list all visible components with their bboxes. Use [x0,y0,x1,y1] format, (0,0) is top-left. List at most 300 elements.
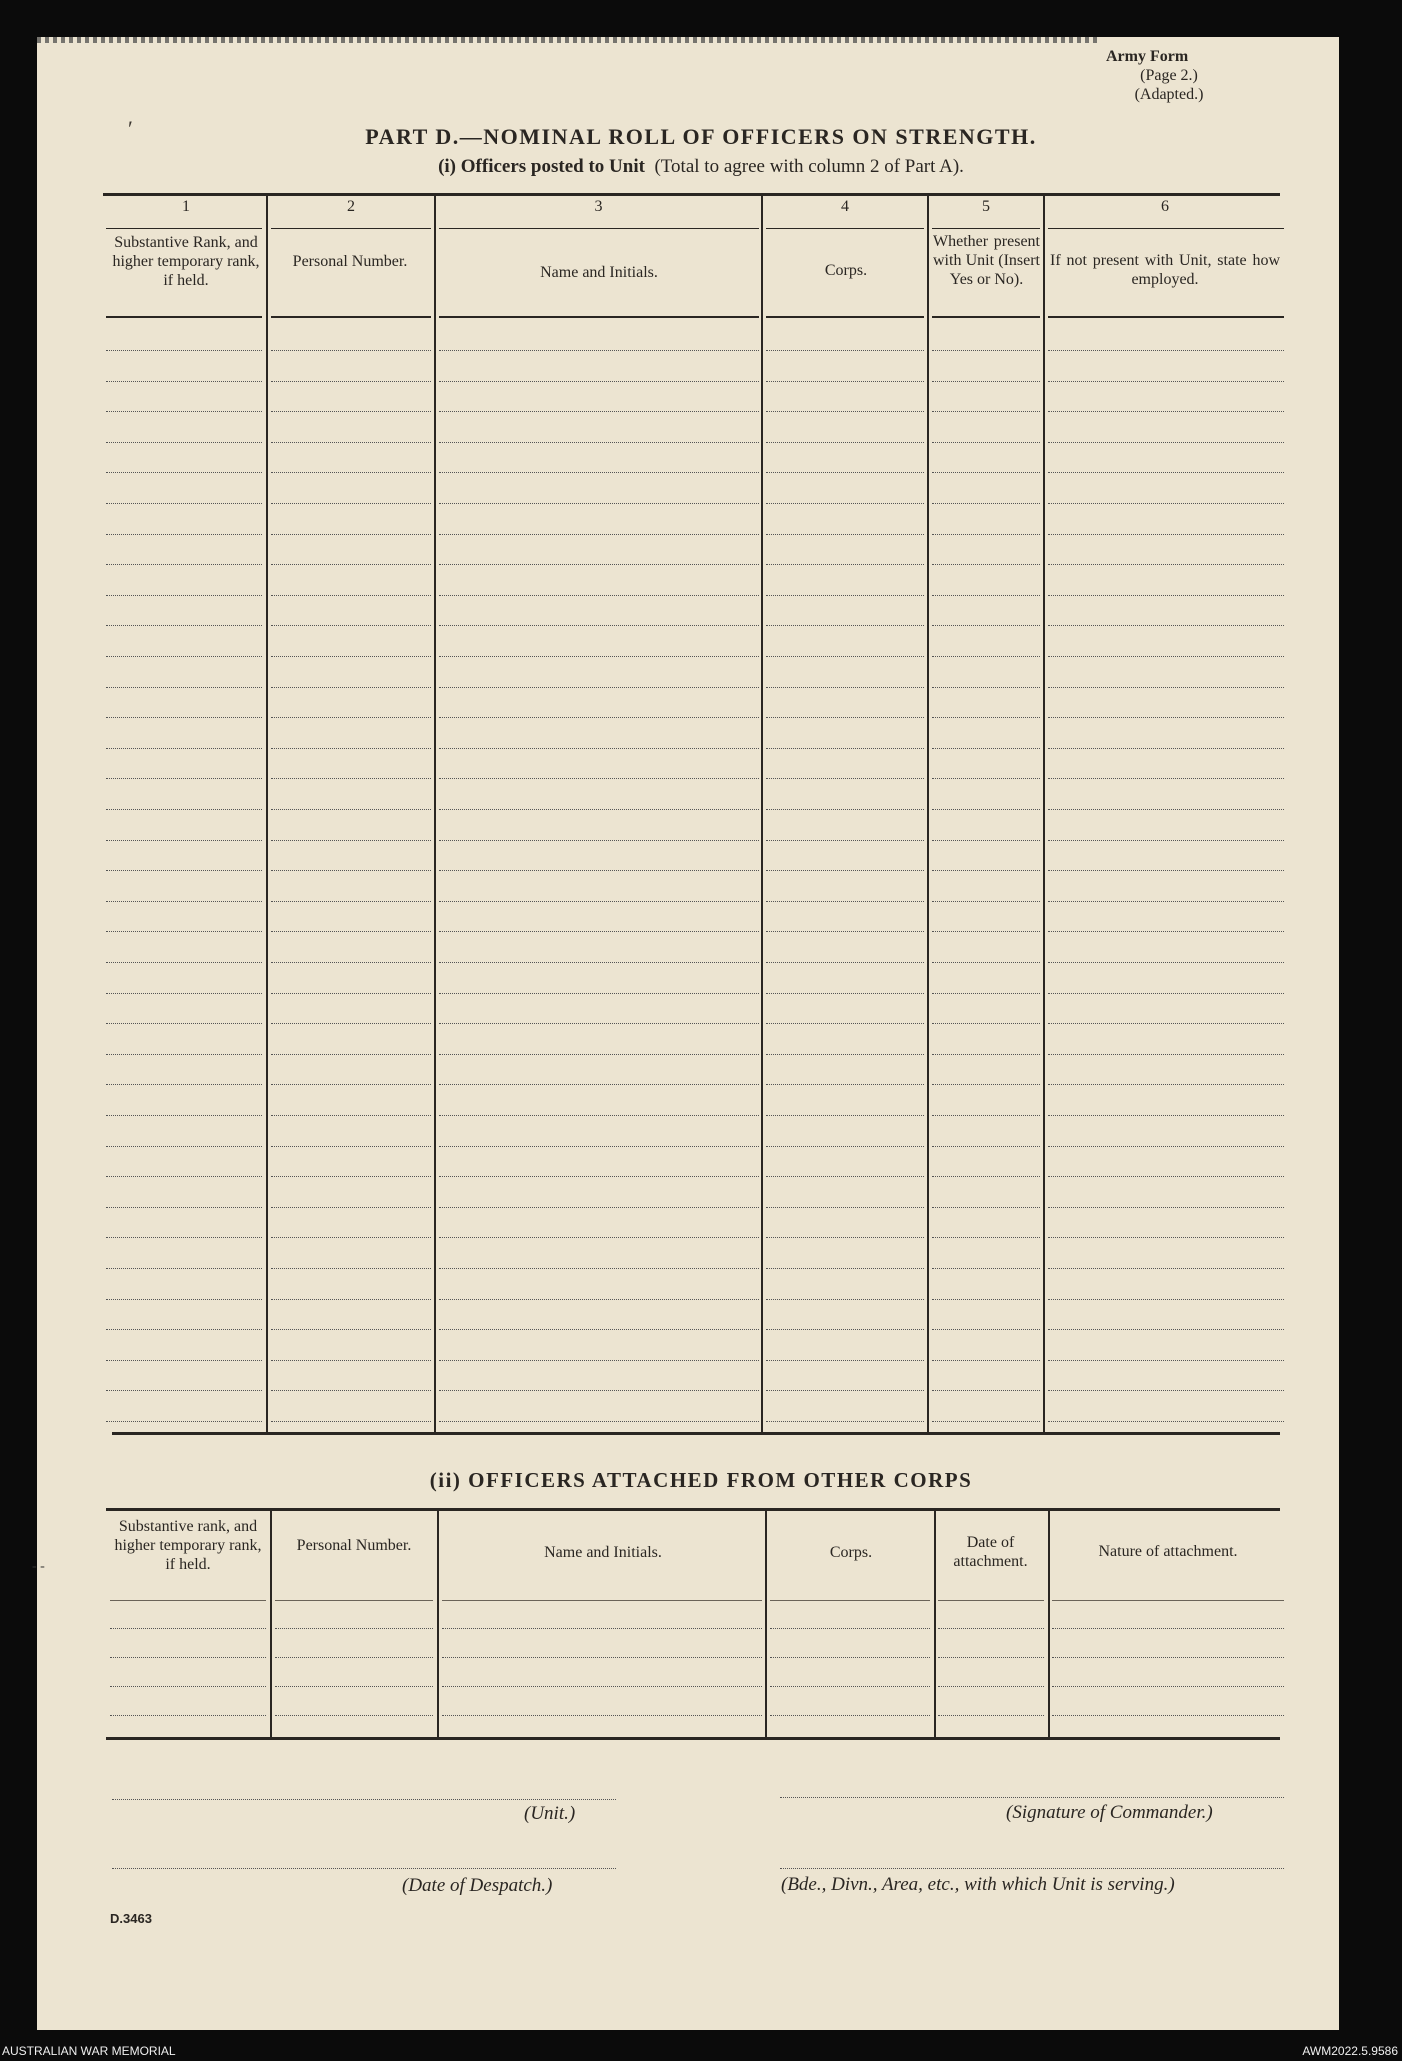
entry-rule [938,1657,1044,1658]
entry-rule [766,931,924,932]
entry-rule [766,503,924,504]
entry-rule [271,1084,431,1085]
section1-note: (Total to agree with column 2 of Part A). [654,156,964,177]
entry-rule [439,931,759,932]
table2-column-divider [437,1510,439,1737]
entry-rule [106,625,262,626]
entry-rule [766,1115,924,1116]
header-whether-present: Whether present with Unit (Insert Yes or No). [933,233,1040,288]
entry-rule [439,962,759,963]
entry-rule [1048,472,1284,473]
entry-rule [766,442,924,443]
bde-label: (Bde., Divn., Area, etc., with which Unit is serving.) [781,1874,1175,1895]
entry-rule [1048,442,1284,443]
entry-rule [1048,748,1284,749]
header-bottom-rule [106,316,262,318]
entry-rule [439,778,759,779]
header-rule [770,1600,930,1601]
header-rule [275,1600,433,1601]
entry-rule [106,687,262,688]
entry-rule [106,1146,262,1147]
entry-rule [439,809,759,810]
header-bottom-rule [766,316,924,318]
entry-rule [439,1176,759,1177]
header-bottom-rule [439,316,759,318]
header2-date-attachment: Date of attachment. [953,1534,1028,1570]
entry-rule [271,595,431,596]
entry-rule [439,1299,759,1300]
entry-rule [110,1628,266,1629]
entry-rule [439,442,759,443]
section2-title: (ii) OFFICERS ATTACHED FROM OTHER CORPS [429,1468,973,1492]
entry-rule [271,472,431,473]
entry-rule [439,1146,759,1147]
entry-rule [271,1054,431,1055]
entry-rule [271,625,431,626]
entry-rule [439,687,759,688]
entry-rule [106,778,262,779]
entry-rule [106,1084,262,1085]
header-personal-number: Personal Number. [292,253,408,270]
header-not-present: If not present with Unit, state how employed. [1050,252,1280,288]
entry-rule [932,1023,1040,1024]
entry-rule [106,1299,262,1300]
entry-rule [766,993,924,994]
army-form-adapted: (Adapted.) [1134,86,1204,103]
entry-rule [932,809,1040,810]
entry-rule [1052,1657,1284,1658]
entry-rule [766,656,924,657]
section1-subtitle [0,156,1402,178]
entry-rule [275,1628,433,1629]
entry-rule [106,1207,262,1208]
entry-rule [271,1207,431,1208]
entry-rule [766,1054,924,1055]
column-number-5: 5 [982,198,990,215]
unit-line [112,1799,616,1800]
entry-rule [439,381,759,382]
entry-rule [271,381,431,382]
header2-substantive-rank: Substantive rank, and higher temporary rank, if held. [114,1518,262,1573]
entry-rule [1048,870,1284,871]
entry-rule [271,1421,431,1422]
entry-rule [275,1657,433,1658]
entry-rule [1052,1686,1284,1687]
entry-rule [1048,656,1284,657]
entry-rule [271,1360,431,1361]
entry-rule [766,717,924,718]
entry-rule [439,411,759,412]
date-label: (Date of Despatch.) [402,1875,553,1896]
entry-rule [439,1054,759,1055]
entry-rule [766,1023,924,1024]
table1-column-divider [434,195,436,1432]
entry-rule [766,1299,924,1300]
column-number-4: 4 [841,198,849,215]
entry-rule [1048,411,1284,412]
entry-rule [439,717,759,718]
entry-rule [1048,350,1284,351]
entry-rule [442,1657,762,1658]
entry-rule [271,748,431,749]
entry-rule [766,1360,924,1361]
entry-rule [106,962,262,963]
entry-rule [1048,564,1284,565]
entry-rule [1048,778,1284,779]
entry-rule [271,1237,431,1238]
entry-rule [932,1421,1040,1422]
header-rule [439,228,759,229]
table1-column-divider [266,195,268,1432]
entry-rule [106,350,262,351]
army-form-label: Army Form [1106,48,1189,65]
entry-rule [932,503,1040,504]
entry-rule [1048,1268,1284,1269]
entry-rule [106,534,262,535]
entry-rule [766,564,924,565]
entry-rule [106,381,262,382]
entry-rule [770,1686,930,1687]
entry-rule [106,1054,262,1055]
entry-rule [271,1146,431,1147]
entry-rule [932,1176,1040,1177]
entry-rule [932,1084,1040,1085]
entry-rule [439,472,759,473]
header-rule [766,228,924,229]
header-rule [1048,228,1284,229]
entry-rule [110,1657,266,1658]
entry-rule [1048,931,1284,932]
entry-rule [932,1054,1040,1055]
entry-rule [938,1628,1044,1629]
entry-rule [1048,1421,1284,1422]
column-number-1: 1 [182,198,190,215]
entry-rule [1048,381,1284,382]
entry-rule [439,1207,759,1208]
entry-rule [271,993,431,994]
entry-rule [766,1237,924,1238]
unit-label: (Unit.) [524,1803,576,1824]
section1-heading: (i) Officers posted to Unit [438,156,645,177]
entry-rule [770,1628,930,1629]
entry-rule [766,1390,924,1391]
header-bottom-rule [932,316,1040,318]
entry-rule [271,411,431,412]
entry-rule [271,809,431,810]
entry-rule [271,870,431,871]
entry-rule [271,778,431,779]
header2-personal-number: Personal Number. [296,1537,412,1554]
entry-rule [766,625,924,626]
table2-column-divider [1048,1510,1050,1737]
entry-rule [1048,1390,1284,1391]
entry-rule [1048,687,1284,688]
entry-rule [439,1329,759,1330]
entry-rule [932,1207,1040,1208]
entry-rule [106,870,262,871]
entry-rule [766,1421,924,1422]
entry-rule [1052,1628,1284,1629]
entry-rule [1048,1237,1284,1238]
header-substantive-rank: Substantive Rank, and higher temporary rank, if held. [112,234,260,289]
entry-rule [932,901,1040,902]
entry-rule [439,1360,759,1361]
entry-rule [932,962,1040,963]
entry-rule [271,1176,431,1177]
entry-rule [766,778,924,779]
header2-nature-attachment: Nature of attachment. [1098,1543,1238,1560]
pencil-mark: ′ [128,116,133,141]
entry-rule [106,1176,262,1177]
entry-rule [766,411,924,412]
entry-rule [106,809,262,810]
entry-rule [439,1084,759,1085]
entry-rule [932,564,1040,565]
entry-rule [932,534,1040,535]
entry-rule [1048,1360,1284,1361]
entry-rule [1048,1023,1284,1024]
entry-rule [932,1146,1040,1147]
entry-rule [106,595,262,596]
entry-rule [766,595,924,596]
entry-rule [766,1084,924,1085]
entry-rule [932,1237,1040,1238]
entry-rule [766,1176,924,1177]
entry-rule [271,717,431,718]
entry-rule [271,350,431,351]
header-bottom-rule [271,316,431,318]
entry-rule [1048,840,1284,841]
entry-rule [1048,534,1284,535]
entry-rule [1048,1329,1284,1330]
entry-rule [770,1715,930,1716]
entry-rule [106,993,262,994]
entry-rule [1048,1207,1284,1208]
entry-rule [271,1390,431,1391]
entry-rule [442,1686,762,1687]
entry-rule [271,1329,431,1330]
entry-rule [271,901,431,902]
entry-rule [932,442,1040,443]
entry-rule [932,1360,1040,1361]
header-name-initials: Name and Initials. [540,264,658,281]
entry-rule [106,411,262,412]
entry-rule [1052,1715,1284,1716]
entry-rule [932,993,1040,994]
entry-rule [766,1146,924,1147]
header-bottom-rule [1048,316,1284,318]
entry-rule [275,1715,433,1716]
footer-left: AUSTRALIAN WAR MEMORIAL [2,2044,176,2058]
entry-rule [932,717,1040,718]
entry-rule [932,1268,1040,1269]
entry-rule [1048,1115,1284,1116]
header-rule [938,1600,1044,1601]
table1-column-divider [1043,195,1045,1432]
column-number-2: 2 [347,198,355,215]
entry-rule [932,656,1040,657]
entry-rule [439,1115,759,1116]
perforated-edge [37,37,1097,43]
entry-rule [938,1715,1044,1716]
army-form-page: (Page 2.) [1140,67,1198,84]
header-rule [110,1600,266,1601]
entry-rule [766,534,924,535]
entry-rule [439,625,759,626]
entry-rule [106,564,262,565]
form-page [37,37,1339,2030]
margin-dash: - - [32,1559,45,1574]
entry-rule [766,870,924,871]
table1-top-border [103,193,1280,196]
entry-rule [271,687,431,688]
entry-rule [106,1360,262,1361]
entry-rule [439,595,759,596]
entry-rule [106,1390,262,1391]
entry-rule [110,1715,266,1716]
entry-rule [932,595,1040,596]
entry-rule [1048,595,1284,596]
table1-bottom-border [112,1432,1280,1435]
entry-rule [938,1686,1044,1687]
header-rule [271,228,431,229]
entry-rule [1048,1146,1284,1147]
entry-rule [439,748,759,749]
header2-name-initials: Name and Initials. [544,1544,662,1561]
entry-rule [271,931,431,932]
entry-rule [439,534,759,535]
entry-rule [106,1421,262,1422]
entry-rule [271,564,431,565]
entry-rule [271,442,431,443]
entry-rule [106,931,262,932]
entry-rule [439,656,759,657]
entry-rule [439,840,759,841]
entry-rule [1048,1084,1284,1085]
column-number-6: 6 [1161,198,1169,215]
signature-line [780,1797,1284,1798]
entry-rule [439,870,759,871]
header-rule [932,228,1040,229]
entry-rule [275,1686,433,1687]
form-code: D.3463 [110,1911,152,1926]
column-number-3: 3 [594,198,603,215]
entry-rule [439,350,759,351]
page-title: PART D.—NOMINAL ROLL OF OFFICERS ON STRENGTH. [365,124,1037,149]
entry-rule [932,1299,1040,1300]
date-line [112,1868,616,1869]
entry-rule [766,1207,924,1208]
entry-rule [106,442,262,443]
entry-rule [766,472,924,473]
entry-rule [766,840,924,841]
entry-rule [106,901,262,902]
entry-rule [106,1237,262,1238]
entry-rule [439,1023,759,1024]
entry-rule [932,411,1040,412]
entry-rule [106,656,262,657]
entry-rule [106,717,262,718]
entry-rule [106,840,262,841]
entry-rule [1048,993,1284,994]
table1-column-divider [927,195,929,1432]
entry-rule [1048,901,1284,902]
entry-rule [439,1390,759,1391]
entry-rule [766,381,924,382]
entry-rule [932,870,1040,871]
entry-rule [439,1421,759,1422]
entry-rule [106,1268,262,1269]
entry-rule [932,1390,1040,1391]
entry-rule [439,1268,759,1269]
entry-rule [766,901,924,902]
entry-rule [442,1628,762,1629]
entry-rule [271,503,431,504]
entry-rule [766,687,924,688]
header-corps: Corps. [824,262,868,279]
entry-rule [766,962,924,963]
entry-rule [766,1329,924,1330]
entry-rule [932,1329,1040,1330]
signature-label: (Signature of Commander.) [1006,1802,1213,1823]
entry-rule [932,350,1040,351]
table2-top-border [106,1508,1280,1511]
entry-rule [932,748,1040,749]
table2-column-divider [765,1510,767,1737]
entry-rule [1048,962,1284,963]
entry-rule [271,1268,431,1269]
entry-rule [766,809,924,810]
entry-rule [106,472,262,473]
header-rule [442,1600,762,1601]
entry-rule [1048,717,1284,718]
bde-line [780,1868,1284,1869]
entry-rule [932,472,1040,473]
entry-rule [271,656,431,657]
entry-rule [439,1237,759,1238]
entry-rule [770,1657,930,1658]
entry-rule [271,534,431,535]
table2-column-divider [270,1510,272,1737]
entry-rule [932,778,1040,779]
entry-rule [932,840,1040,841]
entry-rule [766,350,924,351]
entry-rule [439,503,759,504]
header-rule [106,228,262,229]
entry-rule [439,901,759,902]
entry-rule [110,1686,266,1687]
header2-corps: Corps. [829,1544,873,1561]
army-form-reference [1104,47,1234,104]
entry-rule [1048,1299,1284,1300]
entry-rule [106,1023,262,1024]
entry-rule [1048,809,1284,810]
entry-rule [1048,625,1284,626]
entry-rule [271,1299,431,1300]
entry-rule [439,564,759,565]
entry-rule [106,503,262,504]
entry-rule [932,1115,1040,1116]
footer-right: AWM2022.5.9586 [1302,2044,1398,2058]
table2-bottom-border [106,1737,1280,1740]
entry-rule [106,1329,262,1330]
entry-rule [932,625,1040,626]
entry-rule [1048,1176,1284,1177]
entry-rule [766,748,924,749]
entry-rule [271,1023,431,1024]
entry-rule [106,748,262,749]
entry-rule [271,962,431,963]
